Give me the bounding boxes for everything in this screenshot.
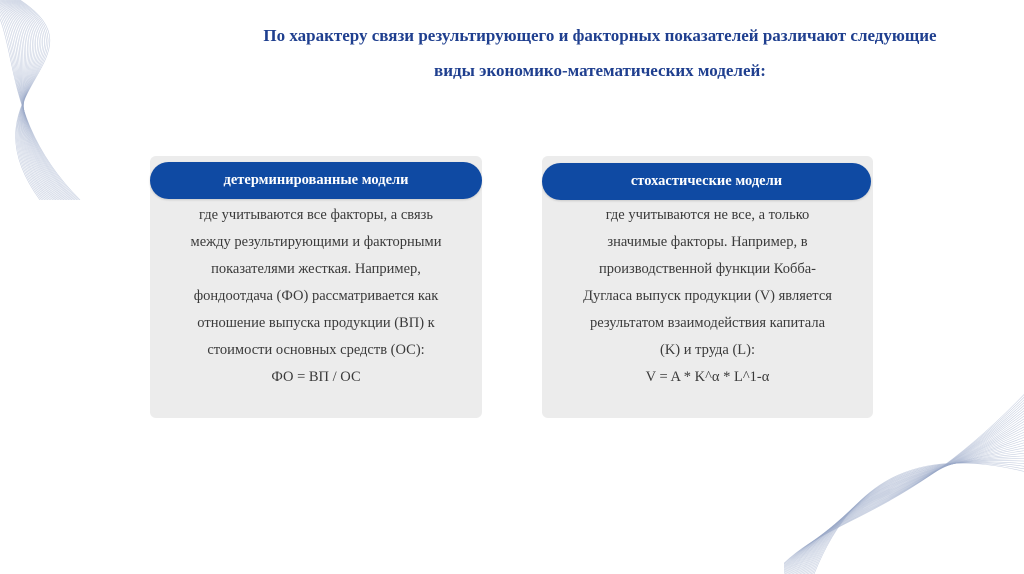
- wave-line: [792, 424, 1024, 574]
- wave-line: [796, 434, 1024, 574]
- wave-line: [797, 437, 1024, 574]
- wave-line: [786, 412, 1024, 574]
- wave-line: [0, 0, 75, 200]
- wave-line: [0, 0, 78, 200]
- formula-line: V = A * K^α * L^1-α: [645, 369, 770, 385]
- wave-line: [0, 0, 67, 200]
- description-line: где учитываются все факторы, а связь: [199, 207, 433, 223]
- wave-line: [4, 0, 60, 200]
- stochastic-models-heading: стохастические модели: [542, 163, 871, 200]
- wave-line: [2, 0, 64, 200]
- wave-line: [0, 0, 80, 200]
- description-line: отношение выпуска продукции (ВП) к: [197, 315, 435, 331]
- wave-line: [807, 458, 1024, 574]
- wave-line: [13, 0, 50, 200]
- description-line: производственной функции Кобба-: [598, 261, 817, 277]
- slide-title: [190, 18, 1010, 88]
- wave-line: [811, 462, 1024, 574]
- wave-line: [14, 0, 48, 200]
- wave-line: [791, 421, 1024, 574]
- wave-line: [784, 396, 1024, 574]
- wave-line: [1, 0, 66, 200]
- wave-line: [16, 0, 50, 200]
- wave-line: [12, 0, 52, 200]
- description-line: где учитываются не все, а только: [605, 207, 810, 223]
- wave-line: [795, 431, 1024, 574]
- wave-line: [9, 0, 54, 200]
- slide-title-line-1: По характеру связи результирующего и факторных показателей различают следующие: [263, 26, 937, 45]
- wave-line: [3, 0, 62, 200]
- wave-line: [814, 463, 1024, 574]
- wave-line: [784, 403, 1024, 574]
- wave-line: [0, 0, 72, 200]
- wave-line: [804, 452, 1024, 574]
- description-line: Дугласа выпуск продукции (V) является: [583, 288, 832, 304]
- wave-line: [784, 406, 1024, 574]
- wave-line: [785, 409, 1024, 574]
- description-line: стоимости основных средств (ОС):: [207, 342, 425, 358]
- stochastic-models-description: [547, 202, 868, 391]
- deterministic-models-description: [155, 202, 477, 391]
- description-line: показателями жесткая. Например,: [211, 261, 421, 277]
- wave-line: [0, 0, 69, 200]
- wave-line: [810, 462, 1024, 574]
- wave-line: [784, 400, 1024, 574]
- wave-line: [799, 440, 1024, 574]
- wave-line: [0, 0, 77, 200]
- wave-line: [788, 415, 1024, 574]
- wave-line: [17, 0, 46, 200]
- wave-line: [808, 461, 1024, 574]
- description-line: (K) и труда (L):: [659, 342, 756, 358]
- wave-line: [789, 418, 1024, 574]
- wave-line: [802, 446, 1024, 574]
- wave-line: [0, 0, 74, 200]
- wave-line: [17, 0, 49, 200]
- wave-line: [15, 0, 46, 200]
- description-line: между результирующими и факторными: [190, 234, 442, 250]
- wave-line: [800, 443, 1024, 574]
- wave-line: [0, 0, 70, 200]
- deterministic-models-heading: детерминированные модели: [150, 162, 482, 199]
- formula-line: ФО = ВП / ОС: [271, 369, 361, 385]
- wave-line: [793, 427, 1024, 574]
- wave-line: [10, 0, 52, 200]
- slide-title-line-2: виды экономико-математических моделей:: [434, 61, 766, 80]
- wave-line: [16, 0, 44, 200]
- wave-line: [803, 449, 1024, 574]
- wave-line: [7, 0, 58, 200]
- wave-line: [806, 455, 1024, 574]
- wave-line: [8, 0, 56, 200]
- description-line: значимые факторы. Например, в: [607, 234, 808, 250]
- description-line: результатом взаимодействия капитала: [589, 315, 826, 331]
- wave-line: [784, 393, 1024, 574]
- description-line: фондоотдача (ФО) рассматривается как: [193, 288, 439, 304]
- wave-line: [813, 463, 1024, 574]
- decorative-wave-top-left: [0, 0, 140, 200]
- wave-line: [6, 0, 60, 200]
